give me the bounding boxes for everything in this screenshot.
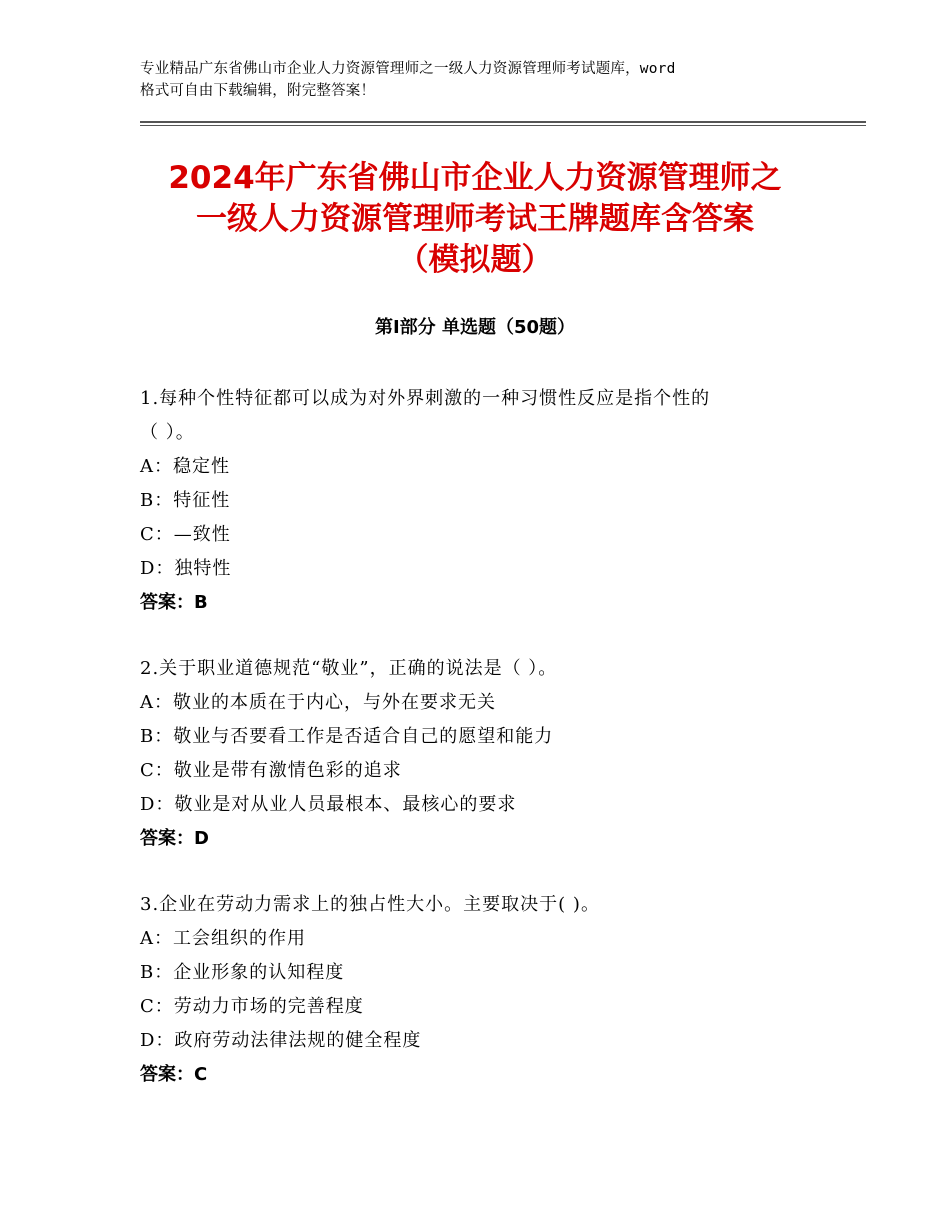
document-title [120, 158, 830, 281]
option-d: D：政府劳动法律法规的健全程度 [140, 1030, 422, 1051]
question-list [140, 382, 820, 1124]
header-divider [140, 125, 866, 126]
answer: 答案：D [140, 828, 209, 849]
question-stem: 1.每种个性特征都可以成为对外界刺激的一种习惯性反应是指个性的 [140, 388, 711, 409]
option-c: C：劳动力市场的完善程度 [140, 996, 364, 1017]
option-a: A：敬业的本质在于内心，与外在要求无关 [140, 692, 496, 713]
option-b: B：企业形象的认知程度 [140, 962, 345, 983]
header-note-line: 专业精品广东省佛山市企业人力资源管理师之一级人力资源管理师考试题库，word [140, 61, 676, 77]
option-b: B：特征性 [140, 490, 231, 511]
question-stem: 2.关于职业道德规范“敬业”，正确的说法是（ ）。 [140, 658, 558, 679]
document-title-line: （模拟题） [397, 242, 553, 278]
section-title: 第Ⅰ部分 单选题（50题） [374, 317, 575, 338]
option-c: C：敬业是带有激情色彩的追求 [140, 760, 402, 781]
header-divider [140, 121, 866, 123]
option-c: C：—致性 [140, 524, 231, 545]
question-2 [140, 652, 820, 856]
header-note [140, 58, 830, 102]
document-title-line: 2024年广东省佛山市企业人力资源管理师之 [168, 160, 782, 196]
document-title-line: 一级人力资源管理师考试王牌题库含答案 [196, 201, 754, 237]
question-stem: （ ）。 [140, 422, 195, 443]
option-a: A：工会组织的作用 [140, 928, 306, 949]
option-a: A：稳定性 [140, 456, 230, 477]
question-3 [140, 888, 820, 1092]
header-note-line: 格式可自由下载编辑，附完整答案！ [140, 83, 376, 99]
option-d: D：独特性 [140, 558, 232, 579]
question-stem: 3.企业在劳动力需求上的独占性大小。主要取决于( )。 [140, 894, 600, 915]
question-1 [140, 382, 820, 620]
answer: 答案：C [140, 1064, 208, 1085]
option-b: B：敬业与否要看工作是否适合自己的愿望和能力 [140, 726, 554, 747]
answer: 答案：B [140, 592, 208, 613]
option-d: D：敬业是对从业人员最根本、最核心的要求 [140, 794, 517, 815]
